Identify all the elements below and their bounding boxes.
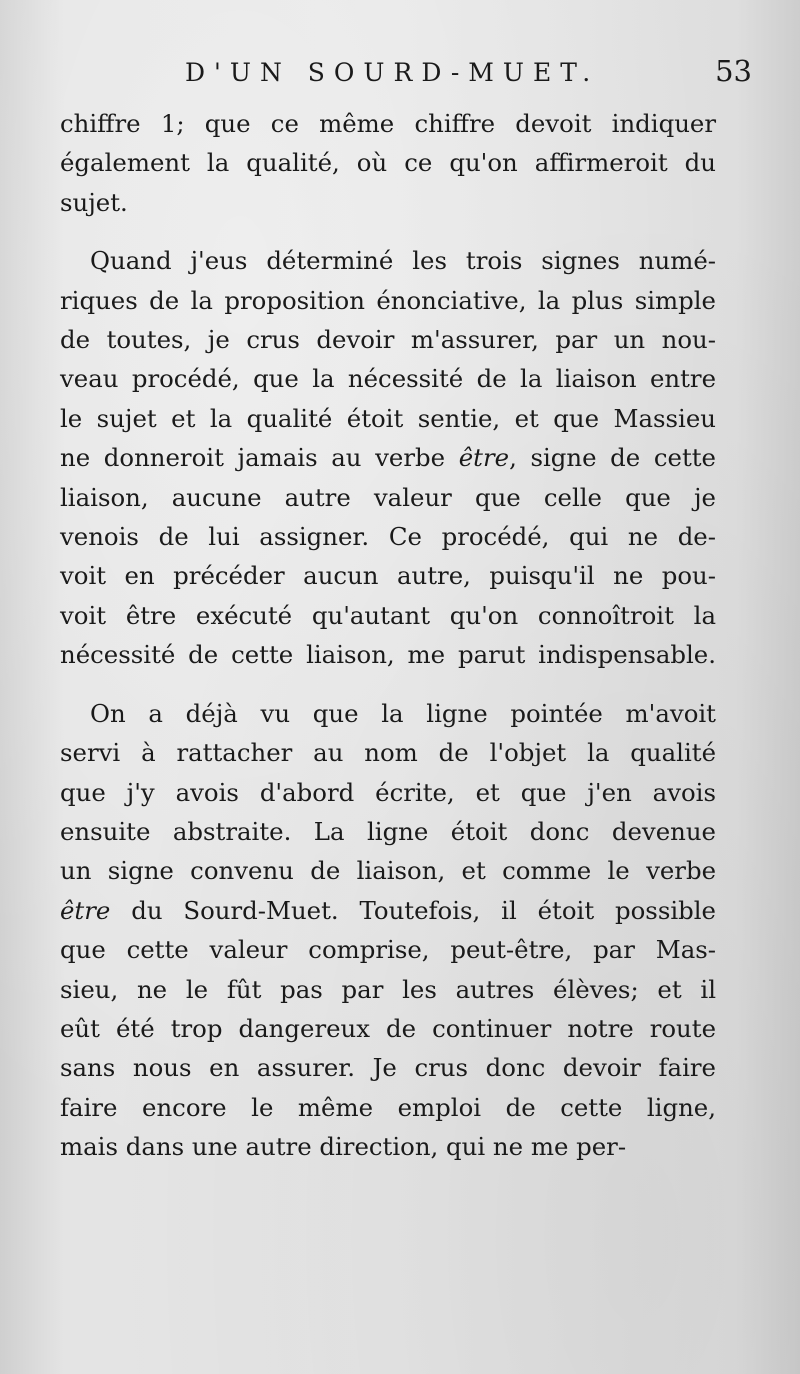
running-head: D'UN SOURD-MUET. [185,58,600,87]
text-line: un signe convenu de liaison, et comme le verbe [60,856,716,886]
text-line: le sujet et la qualité étoit sentie, et que Massieu [60,403,716,433]
text-line: voit en précéder aucun autre, puisqu'il ne pou- [60,561,716,591]
text-line: être du Sourd-Muet. Toutefois, il étoit possible [60,895,716,925]
page-header [60,52,760,92]
text-line: riques de la proposition énonciative, la plus simple [60,285,716,315]
text-line: veau procédé, que la nécessité de la liaison entre [60,364,716,394]
text-line: sieu, ne le fût pas par les autres élèves; et il [60,974,716,1004]
text-line: également la qualité, où ce qu'on affirmeroit du [60,148,716,178]
text-line: chiffre 1; que ce même chiffre devoit indiquer [60,109,716,138]
text-line: liaison, aucune autre valeur que celle que je [60,482,716,512]
text-line: ne donneroit jamais au verbe être, signe de cette [60,443,716,473]
text-line: eût été trop dangereux de continuer notre route [60,1013,716,1043]
text-line: faire encore le même emploi de cette ligne, [60,1092,716,1122]
text-line: servi à rattacher au nom de l'objet la qualité [60,738,716,768]
paragraph-2 [60,241,716,674]
text-line: nécessité de cette liaison, me parut indispensable. [60,640,716,670]
text-line: mais dans une autre direction, qui ne me per- [60,1132,627,1162]
text-line: sujet. [60,187,128,217]
text-line: que j'y avois d'abord écrite, et que j'en avois [60,777,716,807]
text-line: de toutes, je crus devoir m'assurer, par un nou- [60,325,716,355]
body-text [60,104,716,1167]
text-line: venois de lui assigner. Ce procédé, qui ne de- [60,522,716,552]
page-number: 53 [715,54,752,88]
text-line: On a déjà vu que la ligne pointée m'avoit [90,698,716,728]
paragraph-3 [60,694,716,1167]
text-line: voit être exécuté qu'autant qu'on connoîtroit la [60,600,716,630]
text-line: sans nous en assurer. Je crus donc devoir faire [60,1053,716,1083]
text-line: que cette valeur comprise, peut-être, par Mas- [60,935,716,965]
text-line: Quand j'eus déterminé les trois signes numé- [90,246,716,276]
paragraph-1 [60,104,716,222]
text-line: ensuite abstraite. La ligne étoit donc devenue [60,816,716,846]
